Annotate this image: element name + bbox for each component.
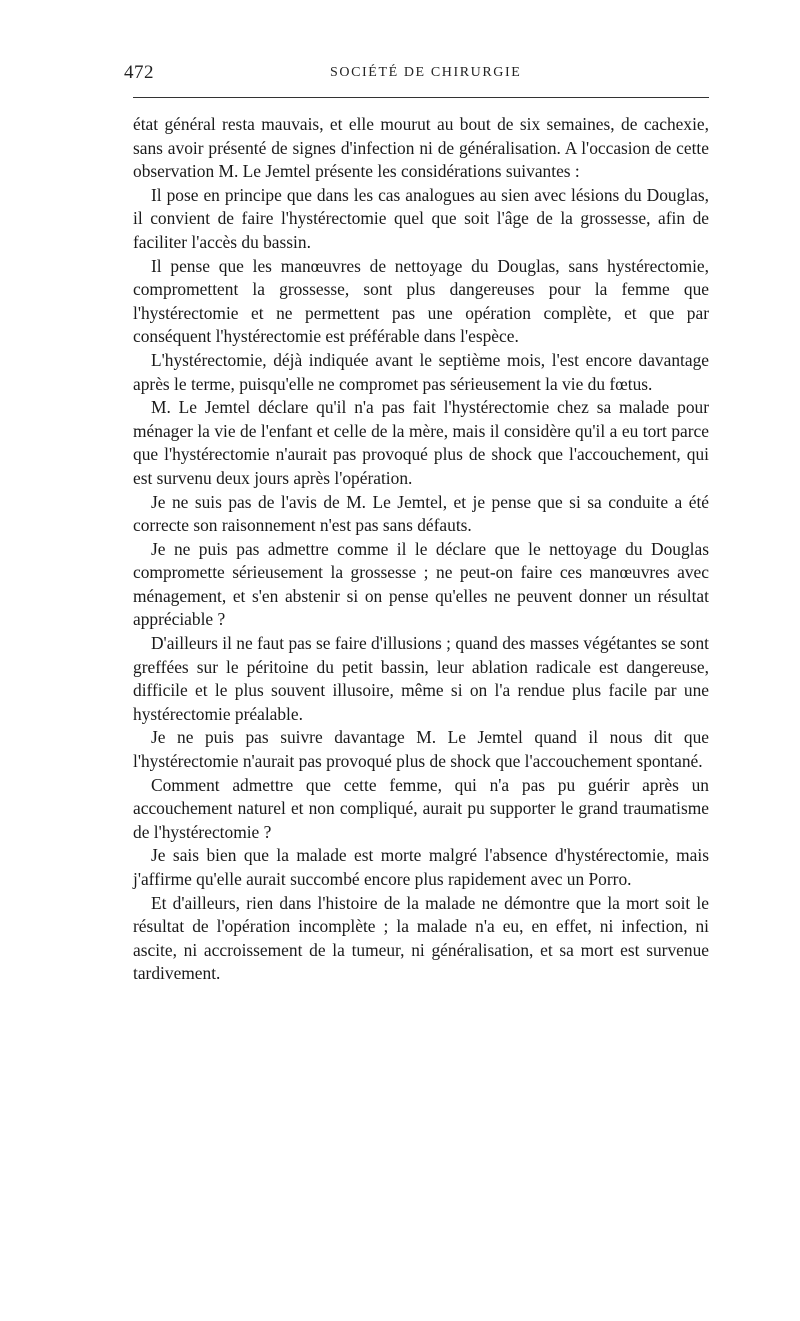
paragraph: Il pense que les manœuvres de nettoyage du Douglas, sans hystérectomie, compromettent la grossesse, sont plus dangereuses pour la femme que l'hystérectomie et ne permettent pas une opération complète, et que par conséquent l'hystérectomie est préférable dans l'espèce. [133, 255, 709, 347]
body-text [133, 113, 709, 986]
paragraph: M. Le Jemtel déclare qu'il n'a pas fait l'hystérectomie chez sa malade pour ménager la vie de l'enfant et celle de la mère, mais il considère qu'il a eu tort parce que l'hystérectomie n'aurait pas provoqué plus de shock que l'accouchement, qui est survenu deux jours après l'opération. [133, 397, 709, 488]
paragraph-continued: état général resta mauvais, et elle mourut au bout de six semaines, de cachexie, sans avoir présenté de signes d'infection ni de généralisation. A l'occasion de cette observation M. Le Jemtel présente les considérations suivantes : [133, 114, 709, 182]
running-title: SOCIÉTÉ DE CHIRURGIE [330, 65, 522, 80]
paragraph: Et d'ailleurs, rien dans l'histoire de la malade ne démontre que la mort soit le résultat de l'opération incomplète ; la malade n'a eu, en effet, ni infection, ni ascite, ni accroissement de la tumeur, ni généralisation, et sa mort est survenue tardivement. [133, 892, 709, 984]
paragraph: Il pose en principe que dans les cas analogues au sien avec lésions du Douglas, il convient de faire l'hystérectomie quel que soit l'âge de la grossesse, afin de faciliter l'accès du bassin. [133, 184, 709, 252]
header-rule [133, 97, 709, 98]
paragraph: Je ne suis pas de l'avis de M. Le Jemtel, et je pense que si sa conduite a été correcte son raisonnement n'est pas sans défauts. [133, 491, 709, 536]
running-head [120, 62, 710, 88]
paragraph: D'ailleurs il ne faut pas se faire d'illusions ; quand des masses végétantes se sont greffées sur le péritoine du petit bassin, leur ablation radicale est dangereuse, difficile et le plus souvent illusoire, même si on l'a rendue plus facile par une hystérectomie préalable. [133, 633, 709, 724]
paragraph: Je sais bien que la malade est morte malgré l'absence d'hystérectomie, mais j'affirme qu'elle aurait succombé encore plus rapidement avec un Porro. [133, 845, 709, 889]
page-number: 472 [124, 62, 154, 83]
paragraph: Comment admettre que cette femme, qui n'a pas pu guérir après un accouchement naturel et non compliqué, aurait pu supporter le grand traumatisme de l'hystérectomie ? [133, 774, 709, 842]
paragraph: L'hystérectomie, déjà indiquée avant le septième mois, l'est encore davantage après le terme, puisqu'elle ne compromet pas sérieusement la vie du fœtus. [133, 349, 709, 394]
paragraph: Je ne puis pas admettre comme il le déclare que le nettoyage du Douglas compromette sérieusement la grossesse ; ne peut-on faire ces manœuvres avec ménagement, et s'en abstenir si on pense qu'elles ne peuvent donner un résultat appréciable ? [133, 538, 709, 630]
paragraph: Je ne puis pas suivre davantage M. Le Jemtel quand il nous dit que l'hystérectomie n'aurait pas provoqué plus de shock que l'accouchement spontané. [133, 727, 709, 772]
